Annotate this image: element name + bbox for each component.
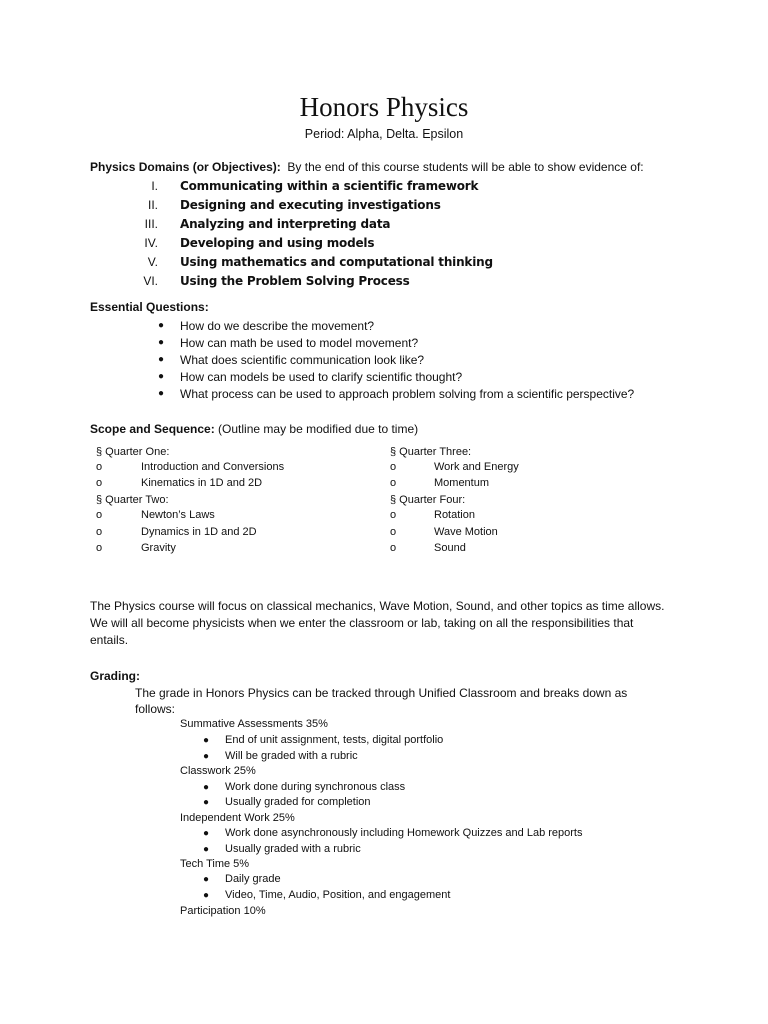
grading-category: Classwork 25% (180, 765, 256, 777)
grading-detail: Daily grade (225, 873, 281, 885)
question-item: What does scientific communication look like? (180, 353, 425, 367)
page-title: Honors Physics (299, 92, 469, 122)
grading-category: Participation 10% (180, 905, 266, 917)
scope-heading: Scope and Sequence: (90, 422, 215, 436)
quarter-label: § Quarter Four: (390, 494, 466, 506)
sub-bullet-icon: o (96, 526, 103, 538)
topic-item: Work and Energy (434, 461, 519, 473)
grading-detail: Work done during synchronous class (225, 781, 406, 793)
domain-num: III. (144, 217, 158, 231)
course-paragraph: The Physics course will focus on classical mechanics, Wave Motion, Sound, and other topics as time allows. We will all become physicists when we enter the classroom or lab, taking on all the responsibilities that entails. (90, 599, 665, 647)
grading-detail: Will be graded with a rubric (225, 750, 358, 762)
essential-heading: Essential Questions: (90, 300, 209, 314)
bullet-icon: ● (203, 828, 210, 839)
domain-item: Developing and using models (180, 236, 375, 250)
bullet-icon: ● (158, 337, 165, 348)
question-item: What process can be used to approach problem solving from a scientific perspective? (180, 387, 635, 401)
domain-num: IV. (144, 236, 158, 250)
bullet-icon: ● (158, 320, 165, 331)
topic-item: Rotation (434, 509, 475, 521)
question-item: How can models be used to clarify scientific thought? (180, 370, 463, 384)
quarter-label: § Quarter One: (96, 446, 170, 458)
topic-item: Newton’s Laws (141, 509, 215, 521)
bullet-icon: ● (158, 388, 165, 399)
bullet-icon: ● (158, 371, 165, 382)
domain-item: Analyzing and interpreting data (180, 217, 391, 231)
sub-bullet-icon: o (96, 509, 103, 521)
grading-category: Summative Assessments 35% (180, 718, 328, 730)
grading-category: Tech Time 5% (180, 858, 250, 870)
topic-item: Momentum (434, 477, 490, 489)
grading-intro-line2: follows: (135, 702, 176, 716)
sub-bullet-icon: o (390, 542, 397, 554)
grading-intro-line1: The grade in Honors Physics can be tracked through Unified Classroom and breaks down as (135, 686, 628, 700)
quarter-label: § Quarter Two: (96, 494, 169, 506)
scope-heading-line (90, 422, 418, 436)
sub-bullet-icon: o (390, 526, 397, 538)
bullet-icon: ● (203, 890, 210, 901)
grading-detail: Usually graded with a rubric (225, 843, 361, 855)
domains-heading: Physics Domains (or Objectives): (90, 160, 281, 174)
bullet-icon: ● (203, 735, 210, 746)
bullet-icon: ● (203, 874, 210, 885)
bullet-icon: ● (203, 782, 210, 793)
period-line: Period: Alpha, Delta. Epsilon (304, 127, 464, 141)
domain-item: Communicating within a scientific framework (180, 179, 479, 193)
domain-num: V. (147, 255, 158, 269)
domains-intro: By the end of this course students will be able to show evidence of: (287, 160, 644, 174)
domain-item: Using the Problem Solving Process (180, 274, 410, 288)
grading-category: Independent Work 25% (180, 812, 295, 824)
sub-bullet-icon: o (390, 461, 397, 473)
sub-bullet-icon: o (390, 509, 397, 521)
bullet-icon: ● (203, 751, 210, 762)
domain-item: Designing and executing investigations (180, 198, 441, 212)
grading-detail: Usually graded for completion (225, 796, 371, 808)
sub-bullet-icon: o (96, 477, 103, 489)
sub-bullet-icon: o (390, 477, 397, 489)
domains-intro-line (90, 160, 644, 174)
question-item: How do we describe the movement? (180, 319, 375, 333)
question-item: How can math be used to model movement? (180, 336, 419, 350)
grading-detail: Work done asynchronously including Homework Quizzes and Lab reports (225, 827, 583, 839)
topic-item: Gravity (141, 542, 176, 554)
domain-num: II. (147, 198, 158, 212)
topic-item: Dynamics in 1D and 2D (141, 526, 257, 538)
quarter-label: § Quarter Three: (390, 446, 472, 458)
topic-item: Introduction and Conversions (141, 461, 285, 473)
grading-detail: End of unit assignment, tests, digital portfolio (225, 734, 444, 746)
scope-note: (Outline may be modified due to time) (218, 422, 419, 436)
bullet-icon: ● (203, 844, 210, 855)
topic-item: Kinematics in 1D and 2D (141, 477, 263, 489)
domain-num: I. (151, 179, 158, 193)
bullet-icon: ● (203, 797, 210, 808)
bullet-icon: ● (158, 354, 165, 365)
grading-detail: Video, Time, Audio, Position, and engagement (225, 889, 451, 901)
domain-item: Using mathematics and computational thinking (180, 255, 493, 269)
grading-heading: Grading: (90, 669, 140, 683)
topic-item: Wave Motion (434, 526, 498, 538)
domain-num: VI. (143, 274, 158, 288)
sub-bullet-icon: o (96, 542, 103, 554)
sub-bullet-icon: o (96, 461, 103, 473)
topic-item: Sound (434, 542, 466, 554)
